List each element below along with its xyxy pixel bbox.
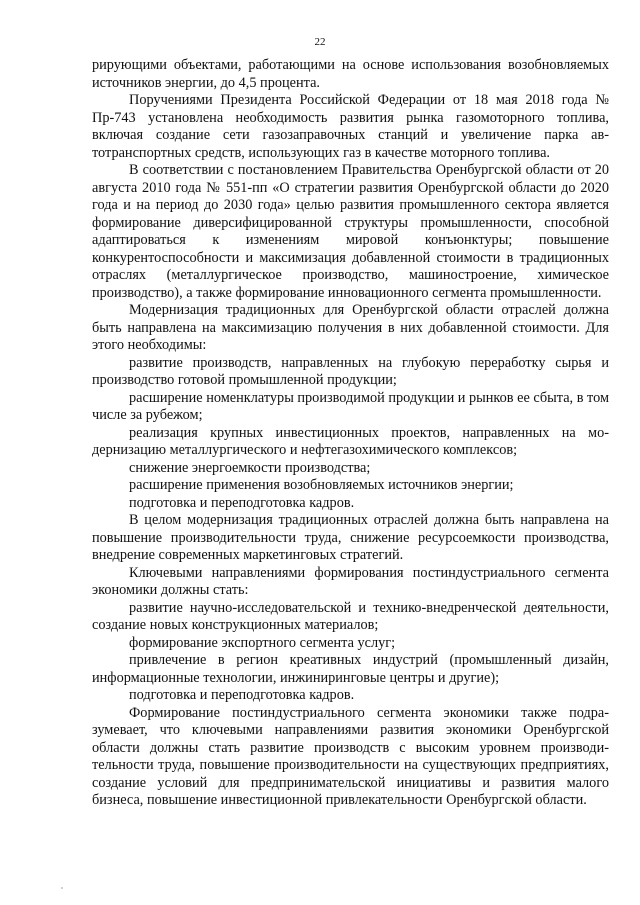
paragraph-presidential-orders: Поручениями Президента Российской Федерации от 18 мая 2018 года № Пр-743 установлена необходимость развития рынка газомоторного топлива, включая создание сети газозаправочных станций и увеличение парка автотранспортных средств, использующих газ в качестве моторного топлива.: [92, 92, 609, 161]
list-item-product-range: расширение номенклатуры производимой продукции и рынков ее сбыта, в том числе за рубежом;: [92, 389, 610, 423]
paragraph-modernization-intro: Модернизация традиционных для Оренбургской области отраслей должна быть направлена на максимизацию получения в них добавленной стоимости. Для этого необходимы:: [92, 302, 609, 353]
list-item-research: развитие научно-исследовательской и технико-внедренческой деятельности, создание новых конструкционных материалов;: [92, 599, 609, 633]
list-item-investment-projects: реализация крупных инвестиционных проектов, направленных на модернизацию металлургического и нефтегазохимического комплексов;: [92, 424, 609, 458]
page-number: 22: [314, 36, 326, 48]
document-body: [92, 57, 609, 810]
list-item-creative-industries: привлечение в регион креативных индустрий (промышленный дизайн, информационные технологии, инжиниринговые центры и другие);: [92, 652, 609, 686]
list-item-export-services: формирование экспортного сегмента услуг;: [129, 634, 396, 651]
list-item-deep-processing: развитие производств, направленных на глубокую переработку сырья и производство готовой промышленной продукции;: [92, 354, 609, 388]
paragraph-postindustrial-summary: Формирование постиндустриального сегмента экономики также подразумевает, что ключевыми направлениями развития экономики Оренбургской области должны стать развитие производств с высоким уровнем производительности труда, повышение производительности на существующих предприятиях, создание условий для предпринимательской инициативы и развития малого бизнеса, повышение инвестиционной привлекательности Оренбургской области.: [92, 704, 609, 808]
list-item-energy-intensity: снижение энергоемкости производства;: [129, 459, 371, 476]
paragraph-modernization-summary: В целом модернизация традиционных отраслей должна быть направлена на повышение производительности труда, снижение ресурсоемкости производства, внедрение современных маркетинговых стратегий.: [92, 512, 609, 563]
scan-speck: [61, 887, 63, 889]
list-item-training-2: подготовка и переподготовка кадров.: [129, 687, 355, 703]
paragraph-continuation: рирующими объектами, работающими на основе использования возобновляемых источников энергии, до 4,5 процента.: [92, 57, 609, 91]
paragraph-postindustrial-intro: Ключевыми направлениями формирования постиндустриального сегмента экономики должны стать:: [92, 564, 609, 598]
list-item-training: подготовка и переподготовка кадров.: [129, 494, 355, 511]
list-item-renewables: расширение применения возобновляемых источников энергии;: [129, 477, 514, 493]
paragraph-regional-strategy: В соответствии с постановлением Правительства Оренбургской области от 20 августа 2010 года № 551-пп «О стратегии развития Оренбургской области до 2020 года и на период до 2030 года» целью развития промышленного сектора является формирование диверсифицированной структуры промышленности, способной адаптироваться к изменениям мировой конъюнктуры; повышение конкурентоспособности и максимизация добавленной стоимости в традиционных отраслях (металлургическое производство, машиностроение, химическое производство), а также формирование инновационного сегмента промышленности.: [92, 162, 609, 301]
